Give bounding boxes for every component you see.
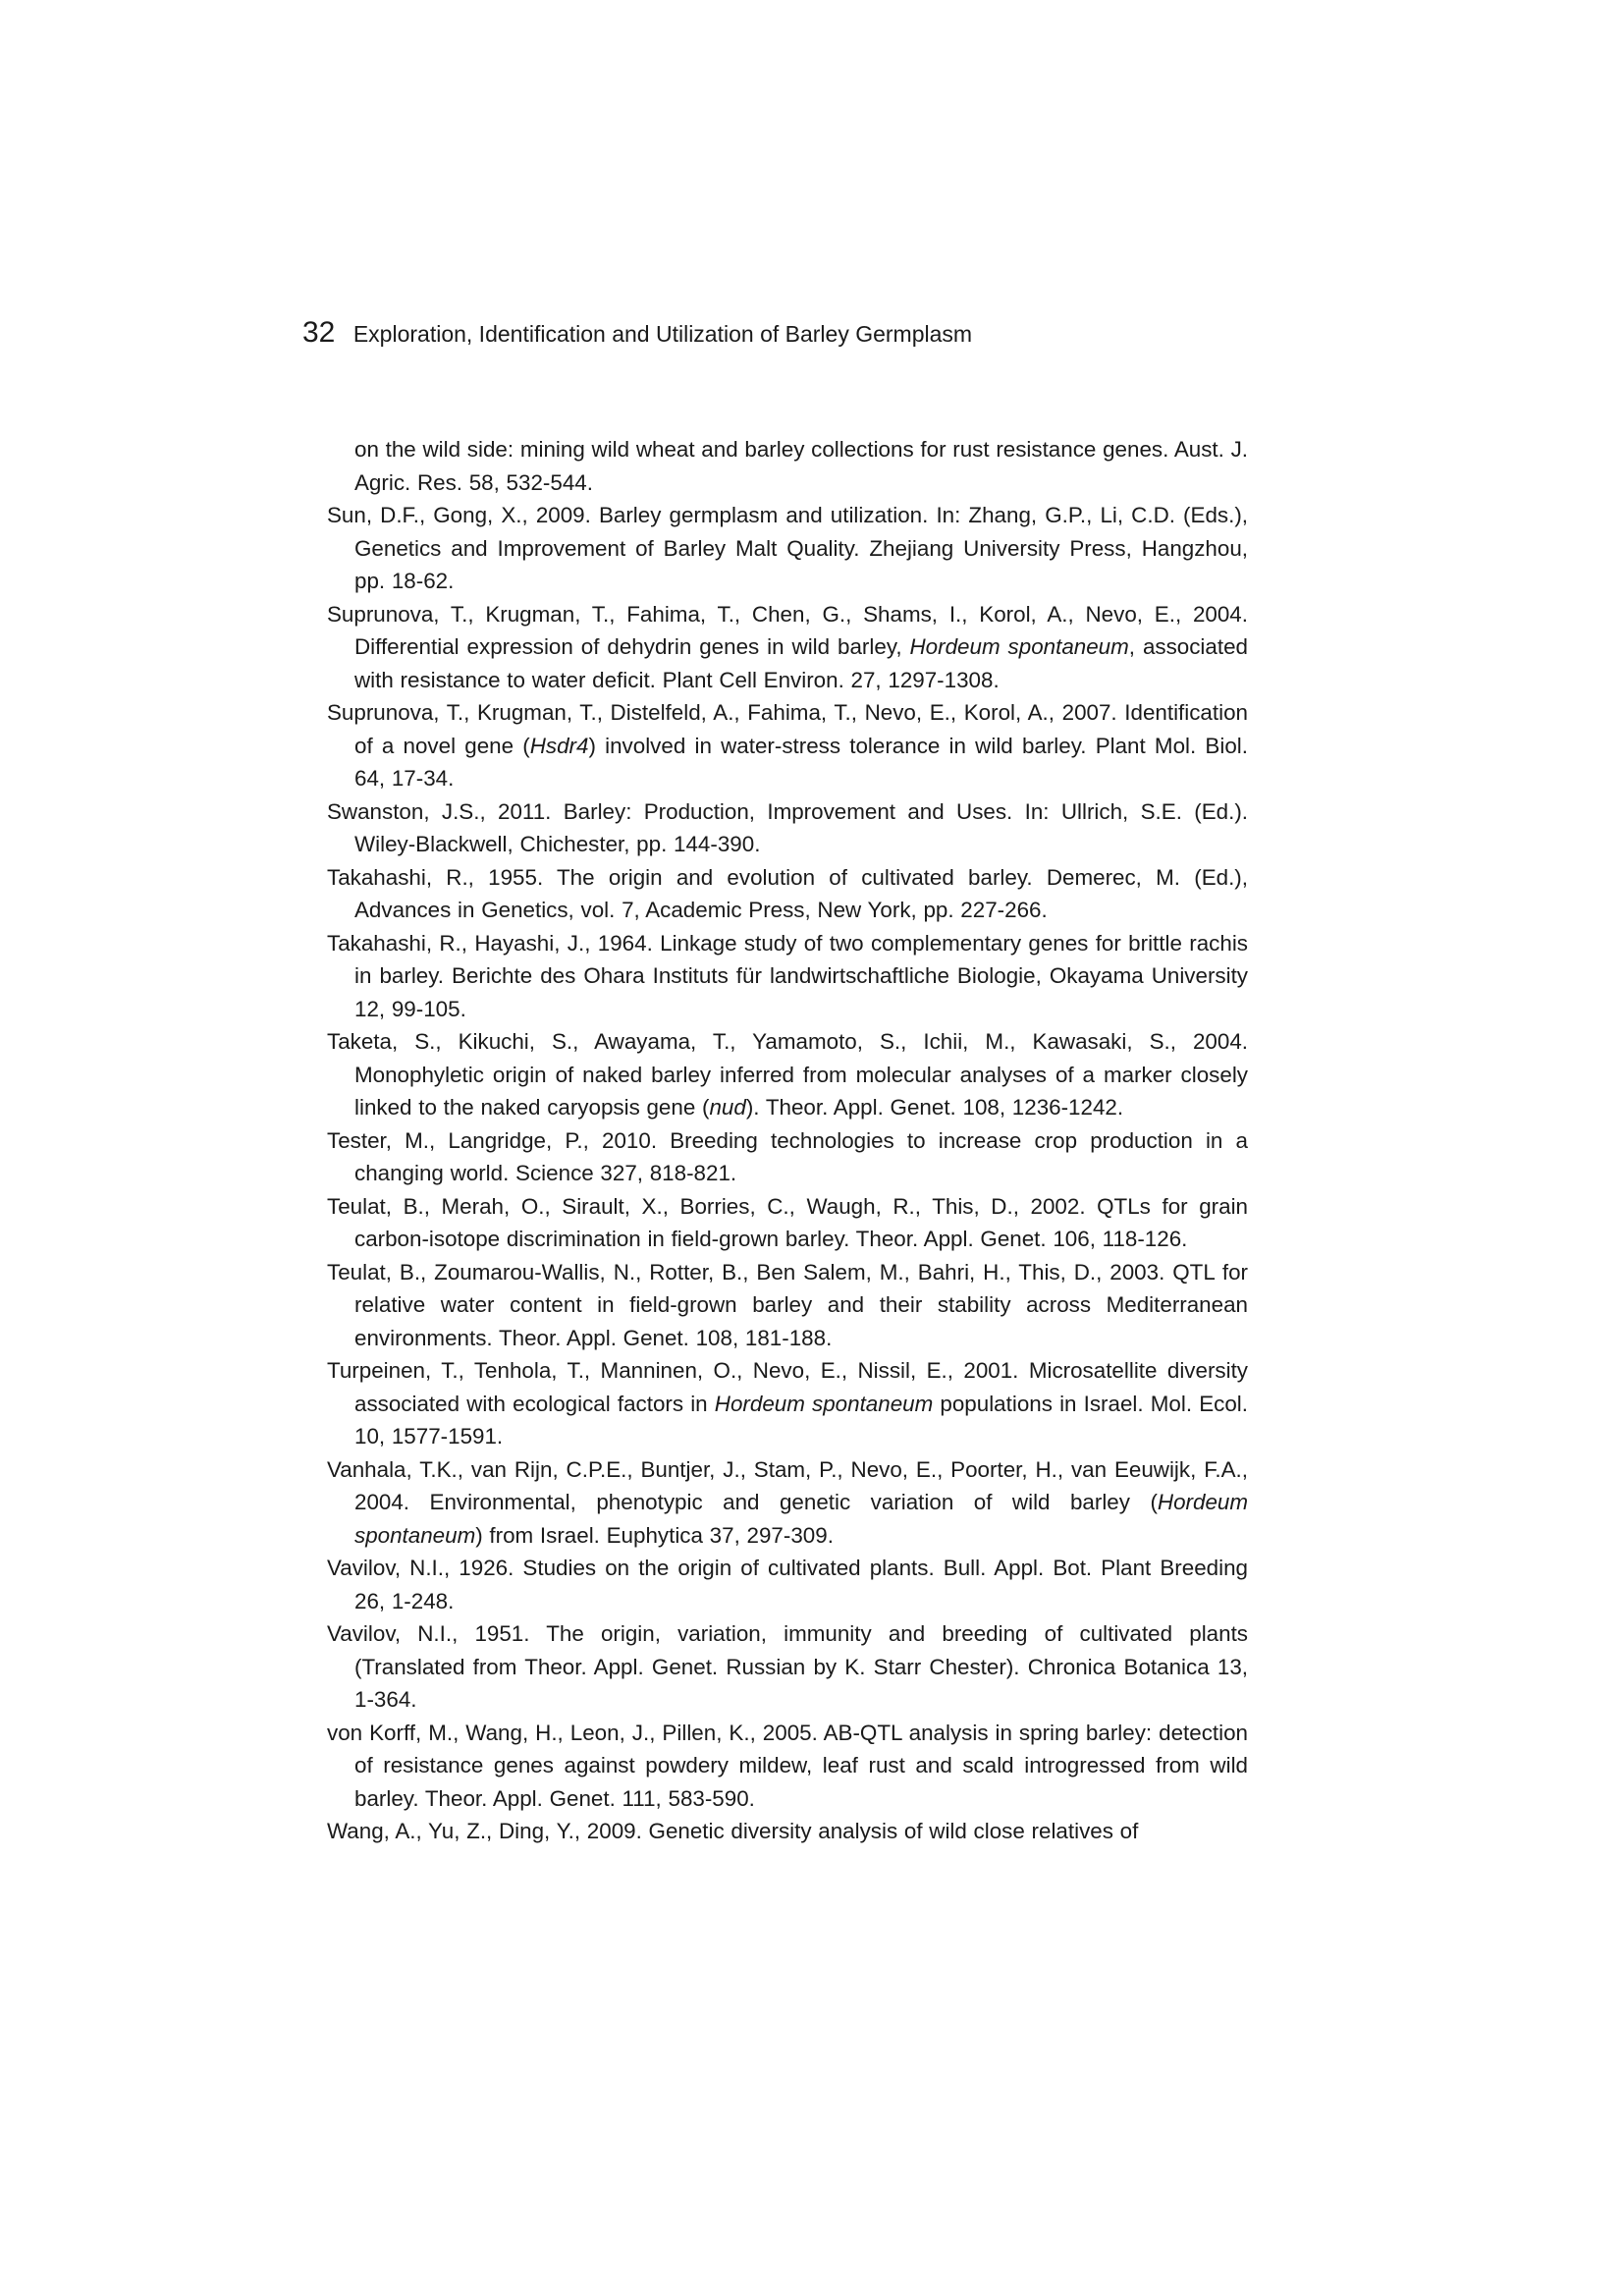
running-header <box>302 316 1284 359</box>
reference-entry: Turpeinen, T., Tenhola, T., Manninen, O., Nevo, E., Nissil, E., 2001. Microsatellite diversity associated with ecological factors in Hordeum spontaneum populations in Israel. Mol. Ecol. 10, 1577-1591. <box>327 1358 1248 1449</box>
reference-entry: Vanhala, T.K., van Rijn, C.P.E., Buntjer, J., Stam, P., Nevo, E., Poorter, H., van Eeuwijk, F.A., 2004. Environmental, phenotypic and genetic variation of wild barley (Hordeum spontaneum) from Israel. Euphytica 37, 297-309. <box>327 1456 1248 1548</box>
reference-list <box>327 433 1248 1848</box>
species-name: Hordeum spontaneum <box>909 634 1129 659</box>
reference-entry: Swanston, J.S., 2011. Barley: Production, Improvement and Uses. In: Ullrich, S.E. (Ed.). Wiley-Blackwell, Chichester, pp. 144-390. <box>327 798 1248 856</box>
reference-entry: Teulat, B., Zoumarou-Wallis, N., Rotter, B., Ben Salem, M., Bahri, H., This, D., 2003. QTL for relative water content in field-grown barley and their stability across Mediterranean environments. Theor. Appl. Genet. 108, 181-188. <box>327 1259 1248 1350</box>
reference-entry: Sun, D.F., Gong, X., 2009. Barley germplasm and utilization. In: Zhang, G.P., Li, C.D. (Eds.), Genetics and Improvement of Barley Malt Quality. Zhejiang University Press, Hangzhou, pp. 18-62. <box>327 503 1248 593</box>
reference-entry: Teulat, B., Merah, O., Sirault, X., Borries, C., Waugh, R., This, D., 2002. QTLs for grain carbon-isotope discrimination in field-grown barley. Theor. Appl. Genet. 106, 118-126. <box>327 1193 1248 1251</box>
reference-entry: Wang, A., Yu, Z., Ding, Y., 2009. Genetic diversity analysis of wild close relatives of <box>327 1819 1139 1843</box>
reference-entry: von Korff, M., Wang, H., Leon, J., Pillen, K., 2005. AB-QTL analysis in spring barley: detection of resistance genes against powdery mildew, leaf rust and scald introgressed from wild barley. Theor. Appl. Genet. 111, 583-590. <box>327 1720 1248 1811</box>
reference-entry: Suprunova, T., Krugman, T., Distelfeld, A., Fahima, T., Nevo, E., Korol, A., 2007. Identification of a novel gene (Hsdr4) involved in water-stress tolerance in wild barley. Plant Mol. Biol. 64, 17-34. <box>327 700 1248 791</box>
running-title: Exploration, Identification and Utilization of Barley Germplasm <box>352 321 973 347</box>
species-name: Hordeum spontaneum <box>354 1490 1248 1548</box>
gene-name: nud <box>709 1095 746 1120</box>
reference-entry: Tester, M., Langridge, P., 2010. Breeding technologies to increase crop production in a changing world. Science 327, 818-821. <box>327 1127 1248 1185</box>
page-number: 32 <box>302 316 336 349</box>
reference-entry: Suprunova, T., Krugman, T., Fahima, T., Chen, G., Shams, I., Korol, A., Nevo, E., 2004. Differential expression of dehydrin genes in wild barley, Hordeum spontaneum, associated with resistance to water deficit. Plant Cell Environ. 27, 1297-1308. <box>327 601 1248 692</box>
reference-entry: Takahashi, R., Hayashi, J., 1964. Linkage study of two complementary genes for brittle rachis in barley. Berichte des Ohara Instituts für landwirtschaftliche Biologie, Okayama University 12, 99-105. <box>327 930 1248 1021</box>
reference-entry: Vavilov, N.I., 1951. The origin, variation, immunity and breeding of cultivated plants (Translated from Theor. Appl. Genet. Russian by K. Starr Chester). Chronica Botanica 13, 1-364. <box>327 1621 1248 1712</box>
reference-entry: on the wild side: mining wild wheat and barley collections for rust resistance genes. Aust. J. Agric. Res. 58, 532-544. <box>354 437 1248 495</box>
reference-entry: Takahashi, R., 1955. The origin and evolution of cultivated barley. Demerec, M. (Ed.), Advances in Genetics, vol. 7, Academic Press, New York, pp. 227-266. <box>327 864 1248 922</box>
gene-name: Hsdr4 <box>529 733 589 758</box>
species-name: Hordeum spontaneum <box>714 1391 934 1416</box>
reference-entry: Taketa, S., Kikuchi, S., Awayama, T., Yamamoto, S., Ichii, M., Kawasaki, S., 2004. Monophyletic origin of naked barley inferred from molecular analyses of a marker closely linked to the naked caryopsis gene (nud). Theor. Appl. Genet. 108, 1236-1242. <box>327 1029 1248 1120</box>
reference-entry: Vavilov, N.I., 1926. Studies on the origin of cultivated plants. Bull. Appl. Bot. Plant Breeding 26, 1-248. <box>327 1556 1248 1613</box>
